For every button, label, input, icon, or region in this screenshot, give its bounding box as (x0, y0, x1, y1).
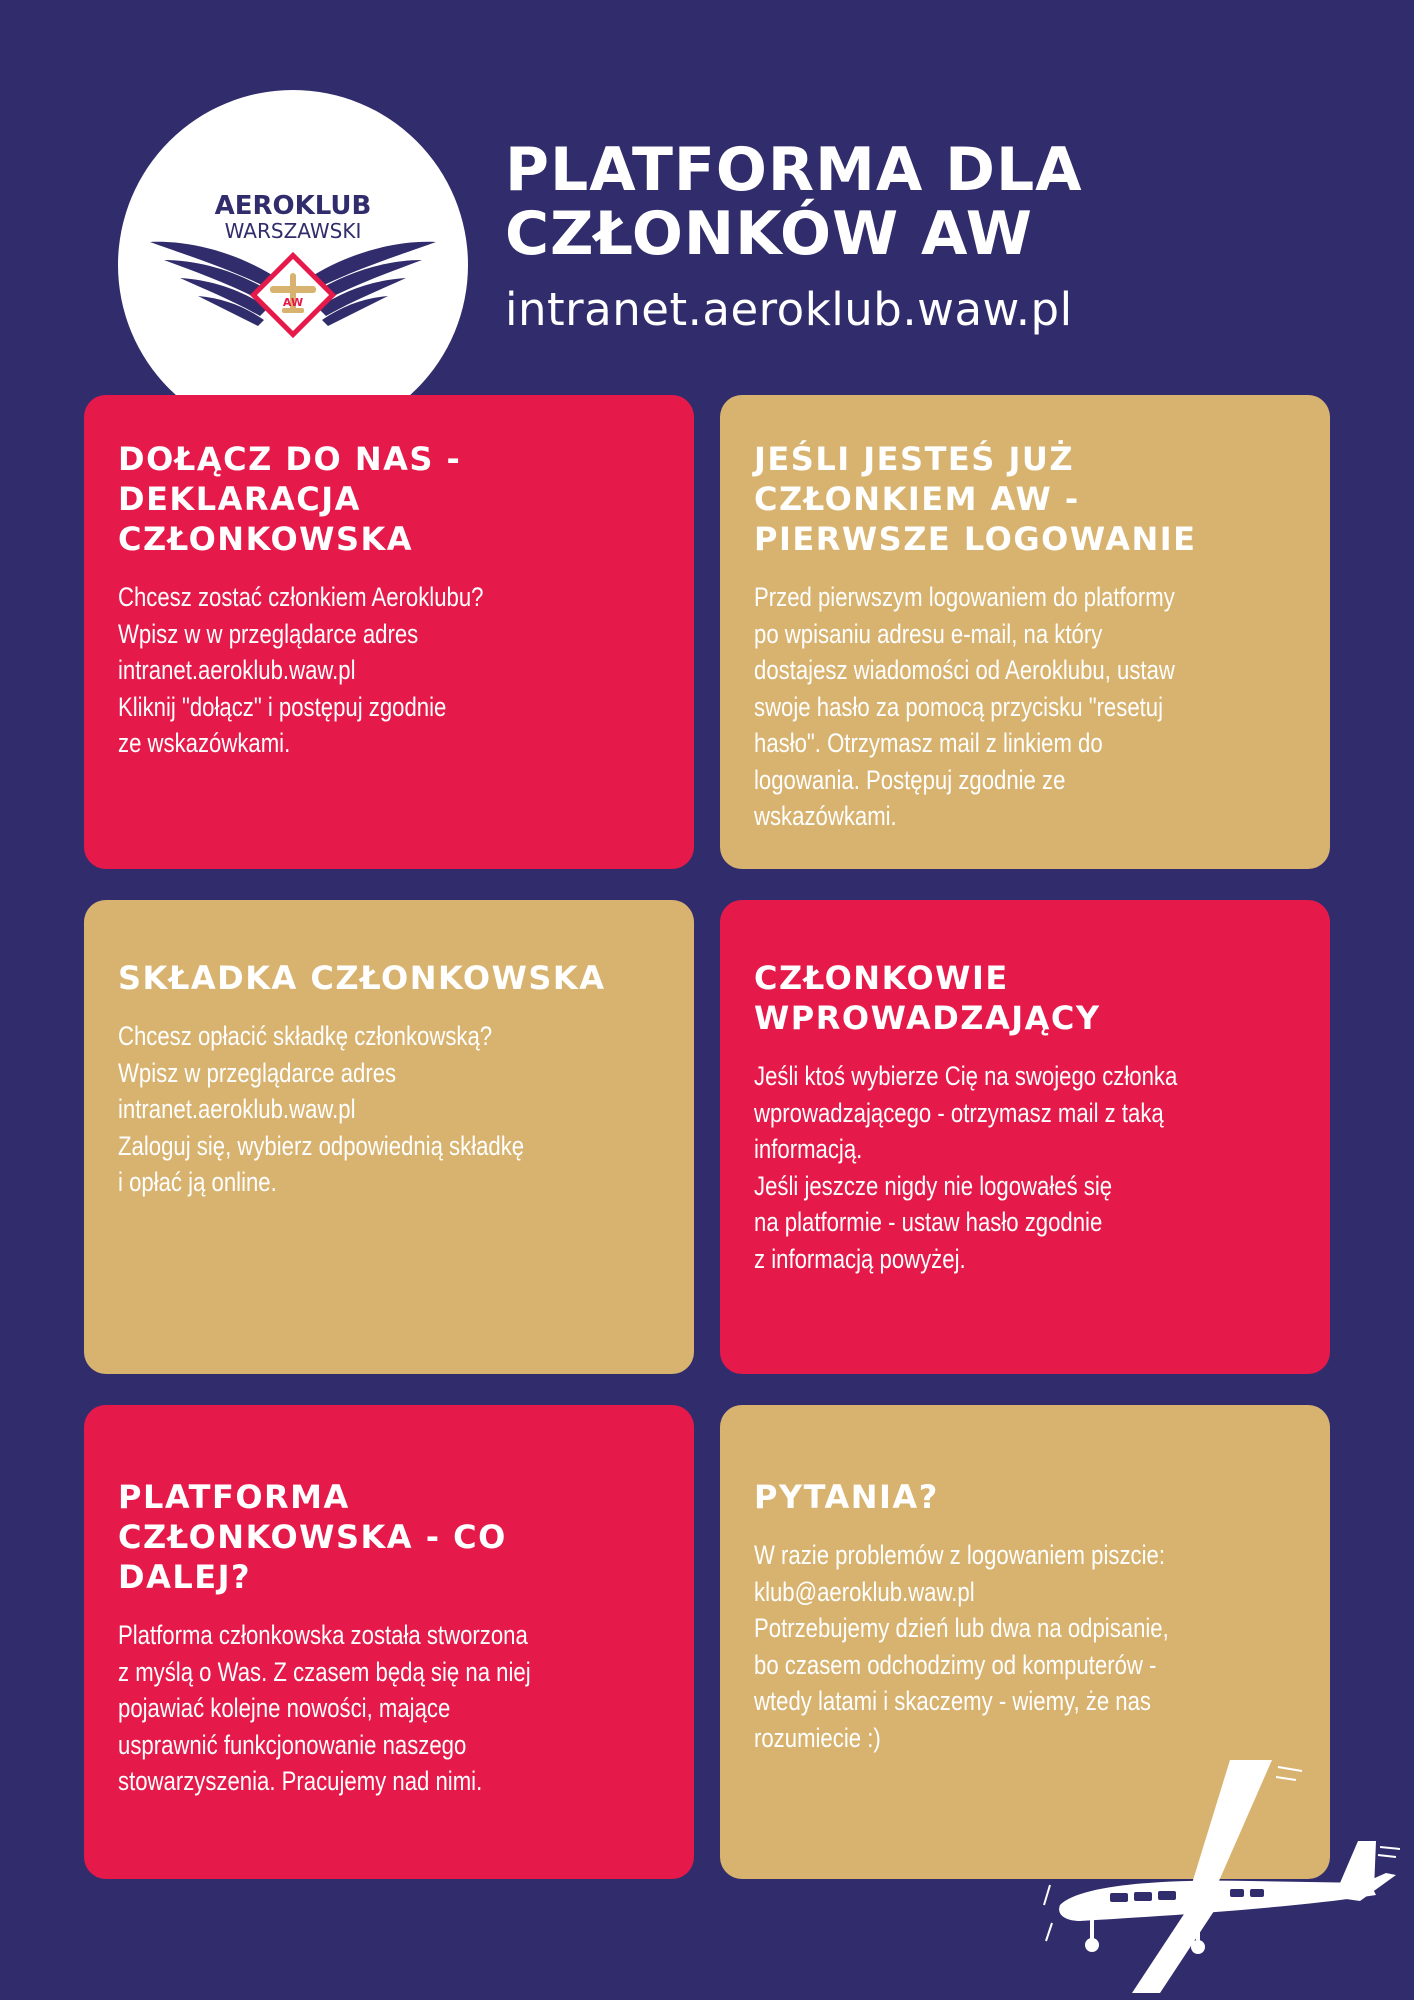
card-body: Jeśli ktoś wybierze Cię na swojego członka wprowadzającego - otrzymasz mail z taką informacją. Jeśli jeszcze nigdy nie logowałeś się na platformie - ustaw hasło zgodnie z informacją powyżej. (754, 1061, 1178, 1274)
card-introducing-members (720, 900, 1330, 1374)
card-title: JEŚLI JESTEŚ JUŻ CZŁONKIEM AW - PIERWSZE LOGOWANIE (754, 440, 1197, 558)
card-body: W razie problemów z logowaniem piszcie: klub@aeroklub.waw.pl Potrzebujemy dzień lub dwa na odpisanie, bo czasem odchodzimy od komputerów - wtedy latami i skaczemy - wiemy, że nas rozumiecie :) (754, 1540, 1169, 1753)
card-membership-fee (84, 900, 694, 1374)
card-title: PLATFORMA CZŁONKOWSKA - CO DALEJ? (118, 1478, 507, 1596)
logo-badge-text: AW (282, 296, 304, 309)
card-title: CZŁONKOWIE WPROWADZAJĄCY (754, 959, 1101, 1037)
card-join-declaration (84, 395, 694, 869)
airplane-icon (1040, 1755, 1400, 1995)
intranet-url-link[interactable]: intranet.aeroklub.waw.pl (505, 283, 1073, 336)
page-title: PLATFORMA DLA CZŁONKÓW AW (505, 135, 1083, 269)
card-title: PYTANIA? (754, 1478, 939, 1516)
wings-emblem-icon (118, 90, 468, 440)
card-platform-next (84, 1405, 694, 1879)
card-body: Chcesz opłacić składkę członkowską? Wpisz w przeglądarce adres intranet.aeroklub.waw.pl Zaloguj się, wybierz odpowiednią składkę i opłać ją online. (118, 1021, 525, 1197)
card-first-login (720, 395, 1330, 869)
logo-text-warszawski: WARSZAWSKI (224, 219, 362, 243)
card-body: Przed pierwszym logowaniem do platformy po wpisaniu adresu e-mail, na który dostajesz wiadomości od Aeroklubu, ustaw swoje hasło za pomocą przycisku "resetuj hasło". Otrzymasz mail z linkiem do logowania. Postępuj zgodnie ze wskazówkami. (754, 582, 1175, 831)
card-title: DOŁĄCZ DO NAS - DEKLARACJA CZŁONKOWSKA (118, 440, 462, 558)
card-body: Chcesz zostać członkiem Aeroklubu? Wpisz w w przeglądarce adres intranet.aeroklub.waw.pl Kliknij "dołącz" i postępuj zgodnie ze wskazówkami. (118, 582, 484, 758)
aeroklub-logo (118, 90, 468, 440)
logo-text-aeroklub: AEROKLUB (214, 191, 372, 221)
card-title: SKŁADKA CZŁONKOWSKA (118, 959, 606, 997)
card-body: Platforma członkowska została stworzona z myślą o Was. Z czasem będą się na niej pojawiać kolejne nowości, mające usprawnić funkcjonowanie naszego stowarzyszenia. Pracujemy nad nimi. (118, 1620, 531, 1796)
